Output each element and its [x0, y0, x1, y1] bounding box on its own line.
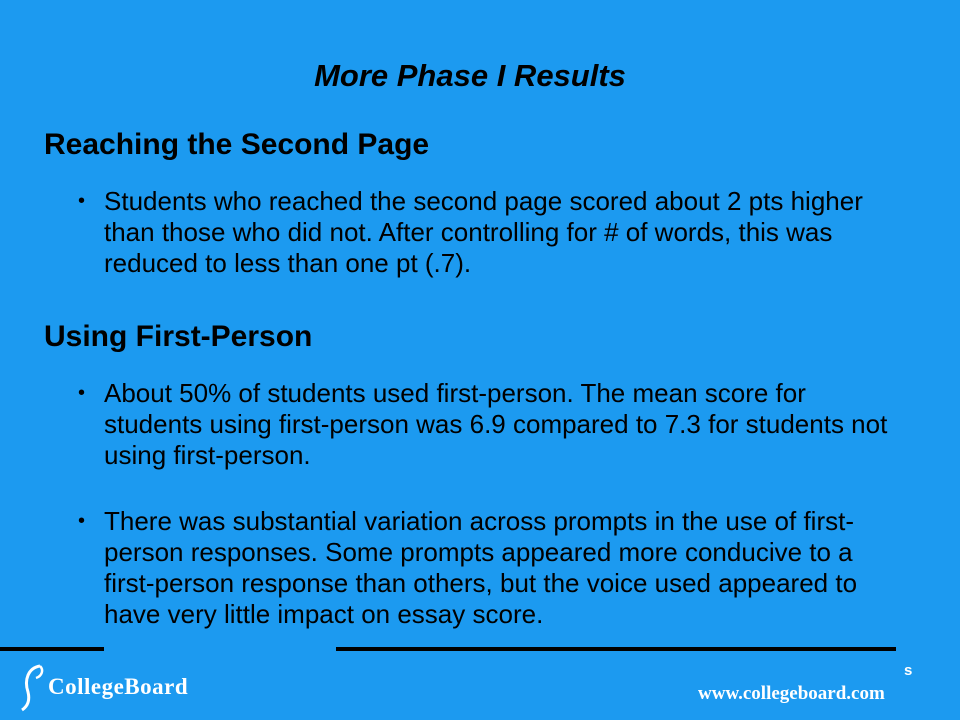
section-heading-first-person: Using First-Person [44, 320, 313, 353]
bullet-text: About 50% of students used first-person. The mean score for students using first-person was 6.9 compared to 7.3 for students not using first-person. [104, 378, 888, 470]
footer-edge-letter: s [904, 662, 913, 679]
collegeboard-logo-text: CollegeBoard [48, 674, 189, 699]
footer-rule-right [336, 647, 896, 651]
slide-title: More Phase I Results [314, 58, 626, 93]
bullet-dot: • [78, 510, 86, 532]
bullet-second-page-scores [78, 186, 898, 279]
footer-rule-left [0, 647, 104, 651]
bullet-dot: • [78, 190, 86, 212]
bullet-first-person-usage [78, 378, 898, 471]
bullet-text: Students who reached the second page scored about 2 pts higher than those who did not. After controlling for # of words, this was reduced to less than one pt (.7). [104, 186, 863, 278]
section-heading-second-page: Reaching the Second Page [44, 128, 430, 161]
bullet-prompt-variation [78, 506, 898, 630]
footer-url: www.collegeboard.com [698, 683, 885, 704]
bullet-dot: • [78, 382, 86, 404]
bullet-text: There was substantial variation across prompts in the use of first-person responses. Some prompts appeared more conducive to a first-person response than others, but the voice used appeared to have very little impact on essay score. [104, 506, 858, 629]
